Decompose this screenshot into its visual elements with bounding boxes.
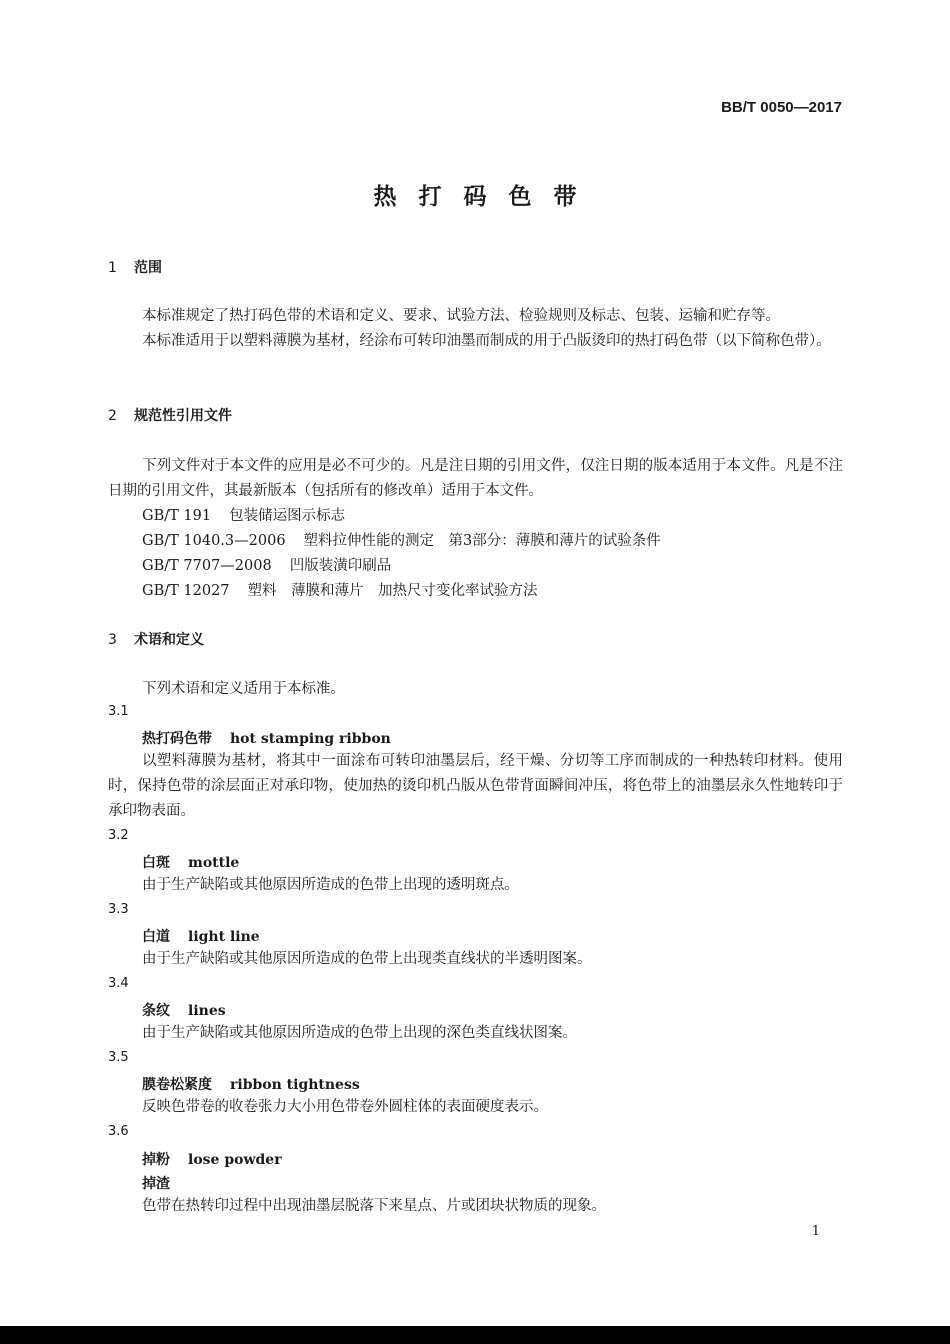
- term-heading: [142, 1074, 360, 1094]
- section-number: 3: [108, 632, 117, 648]
- term-chinese: 掉粉: [142, 1152, 170, 1168]
- term-heading: [142, 1000, 226, 1020]
- section-2-heading: [108, 405, 232, 425]
- reference-title: 包装储运图示标志: [229, 508, 346, 524]
- reference-item: [142, 529, 661, 550]
- section-1-heading: [108, 257, 162, 277]
- bottom-border: [0, 1326, 950, 1344]
- term-definition: 由于生产缺陷或其他原因所造成的色带上出现的深色类直线状图案。: [142, 1025, 577, 1041]
- page-title: 热打码色带: [373, 184, 599, 210]
- term-chinese: 条纹: [142, 1003, 170, 1019]
- scope-paragraph-1: 本标准规定了热打码色带的术语和定义、要求、试验方法、检验规则及标志、包装、运输和贮存等。: [142, 308, 780, 324]
- reference-code: GB/T 12027: [142, 583, 230, 599]
- section-title: 术语和定义: [134, 632, 204, 648]
- term-chinese: 膜卷松紧度: [142, 1077, 212, 1093]
- term-chinese: 热打码色带: [142, 731, 212, 747]
- term-chinese: 白斑: [142, 855, 170, 871]
- term-definition: 反映色带卷的收卷张力大小用色带卷外圆柱体的表面硬度表示。: [142, 1099, 548, 1115]
- section-number: 2: [108, 408, 117, 424]
- page-number: 1: [811, 1224, 820, 1239]
- clause-number: 3.6: [108, 1124, 129, 1139]
- section-number: 1: [108, 260, 117, 276]
- clause-number: 3.3: [108, 902, 129, 917]
- clause-number: 3.2: [108, 828, 129, 843]
- clause-number: 3.5: [108, 1050, 129, 1065]
- reference-code: GB/T 1040.3—2006: [142, 533, 286, 549]
- term-alternative: 掉渣: [142, 1176, 170, 1192]
- term-english: ribbon tightness: [230, 1077, 360, 1093]
- clause-number: 3.4: [108, 976, 129, 991]
- reference-item: [142, 504, 345, 525]
- reference-title: 塑料 薄膜和薄片 加热尺寸变化率试验方法: [247, 583, 538, 599]
- scope-paragraph-2: 本标准适用于以塑料薄膜为基材，经涂布可转印油墨而制成的用于凸版烫印的热打码色带（以下简称色带）。: [142, 333, 831, 349]
- term-chinese: 白道: [142, 929, 170, 945]
- term-english: light line: [188, 929, 260, 945]
- term-heading: [142, 728, 391, 748]
- reference-code: GB/T 191: [142, 508, 212, 524]
- normative-intro: 下列文件对于本文件的应用是必不可少的。凡是注日期的引用文件，仅注日期的版本适用于本文件。凡是不注日期的引用文件，其最新版本（包括所有的修改单）适用于本文件。: [108, 458, 843, 499]
- reference-item: [142, 554, 391, 575]
- term-heading: [142, 852, 239, 872]
- term-english: mottle: [188, 855, 240, 871]
- term-definition: 由于生产缺陷或其他原因所造成的色带上出现的透明斑点。: [142, 877, 519, 893]
- standard-code: BB/T 0050—2017: [721, 99, 842, 116]
- term-definition: 色带在热转印过程中出现油墨层脱落下来星点、片或团块状物质的现象。: [142, 1198, 606, 1214]
- section-3-heading: [108, 629, 204, 649]
- reference-code: GB/T 7707—2008: [142, 558, 272, 574]
- term-definition: 以塑料薄膜为基材，将其中一面涂布可转印油墨层后，经干燥、分切等工序而制成的一种热转印材料。使用时，保持色带的涂层面正对承印物，使加热的烫印机凸版从色带背面瞬间冲压，将色带上的油墨层永久性地转印于承印物表面。: [108, 753, 843, 819]
- section-title: 规范性引用文件: [134, 408, 232, 424]
- reference-item: [142, 579, 538, 600]
- term-english: lines: [188, 1003, 226, 1019]
- term-heading: [142, 926, 260, 946]
- terms-intro: 下列术语和定义适用于本标准。: [142, 681, 345, 697]
- term-english: lose powder: [188, 1152, 282, 1168]
- reference-title: 塑料拉伸性能的测定 第3部分：薄膜和薄片的试验条件: [303, 533, 661, 549]
- term-heading: [142, 1149, 282, 1169]
- term-english: hot stamping ribbon: [230, 731, 391, 747]
- term-definition: 由于生产缺陷或其他原因所造成的色带上出现类直线状的半透明图案。: [142, 951, 592, 967]
- reference-title: 凹版装潢印刷品: [289, 558, 392, 574]
- clause-number: 3.1: [108, 704, 129, 719]
- section-title: 范围: [134, 260, 162, 276]
